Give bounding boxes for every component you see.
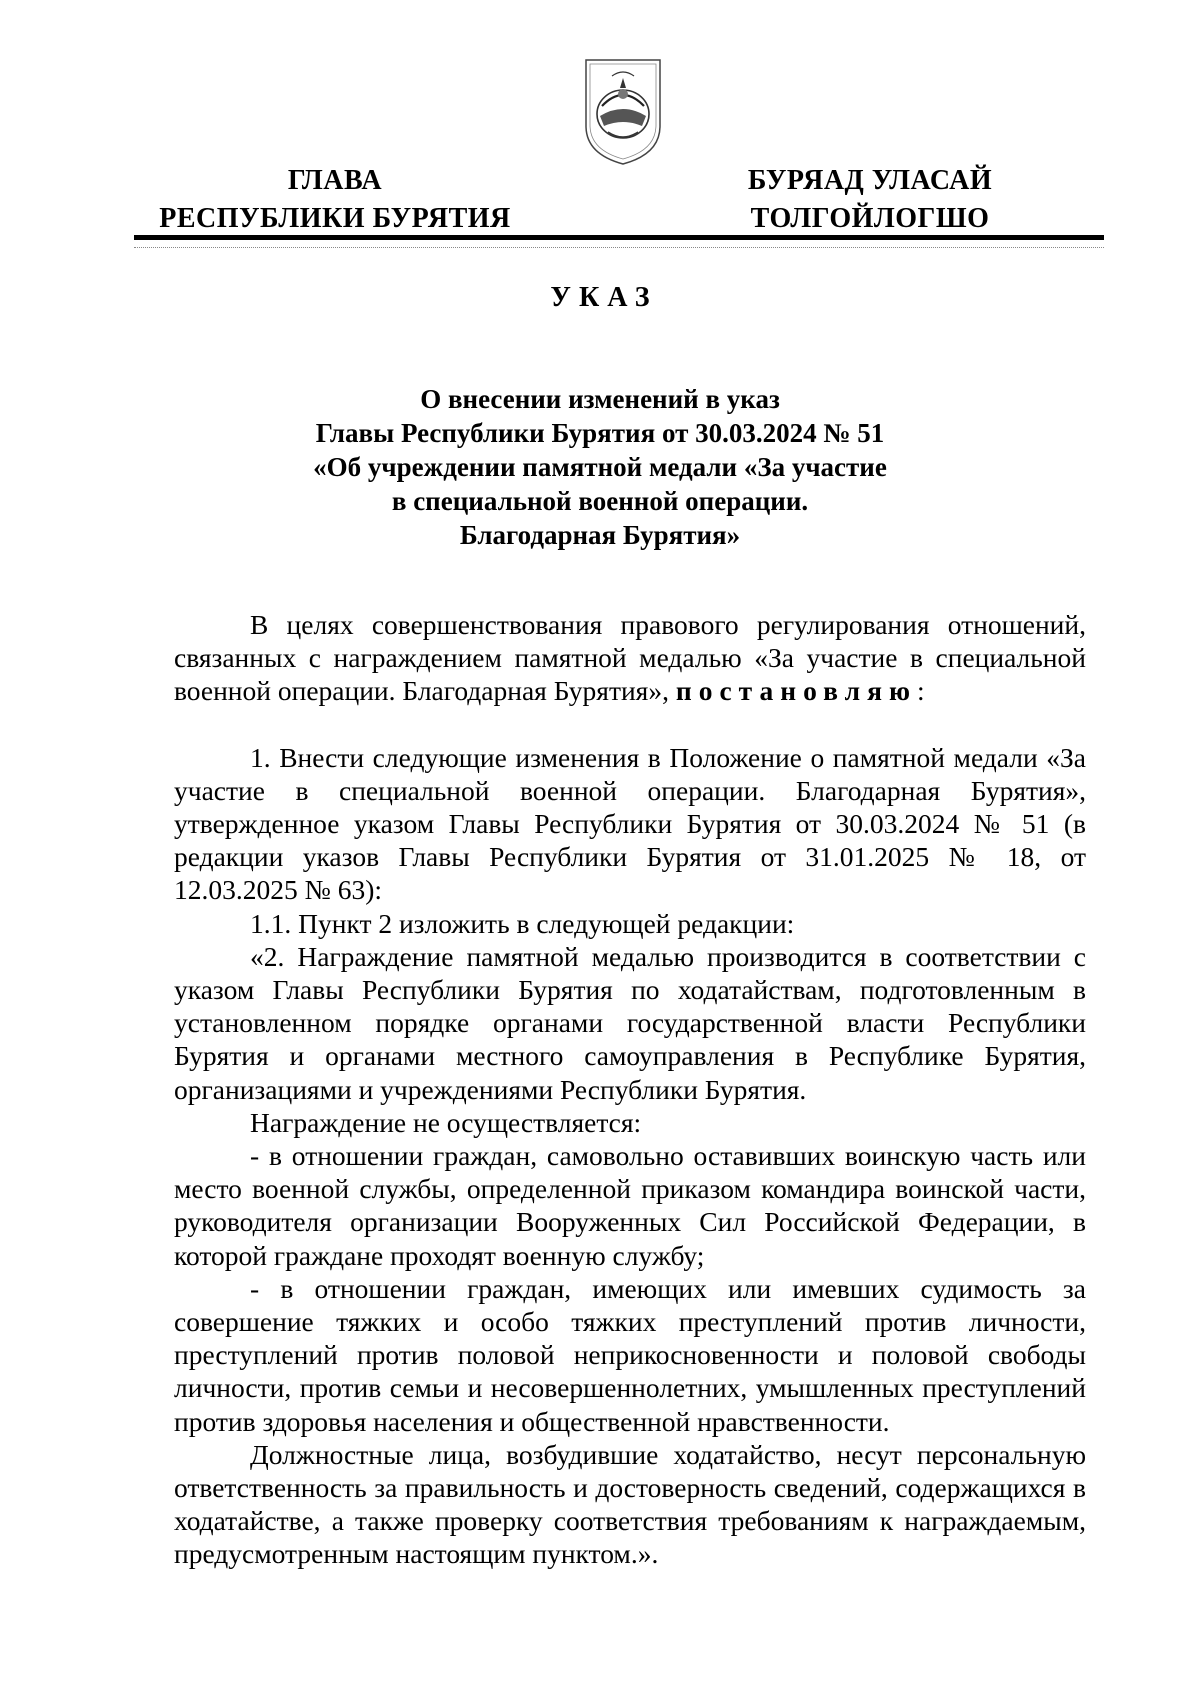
paragraph: 1.1. Пункт 2 изложить в следующей редакции: (250, 907, 795, 939)
paragraph: - в отношении граждан, имеющих или имевших судимость за совершение тяжких и особо тяжких преступлений против личности, преступлений против половой неприкосновенности и половой свободы личности, против семьи и несовершеннолетних, умышленных преступлений против здоровья населения и общественной нравственности. (174, 1272, 1086, 1437)
title-line: «Об учреждении памятной медали «За участие (313, 452, 887, 482)
issuer-title-buryat (720, 162, 1020, 238)
title-line: Главы Республики Бурятия от 30.03.2024 № 51 (315, 418, 885, 448)
preamble (174, 608, 1086, 708)
title-line: О внесении изменений в указ (420, 384, 780, 414)
paragraph: «2. Награждение памятной медалью производится в соответствии с указом Главы Республики Бурятия по ходатайствам, подготовленным в установленном порядке органами государственной власти Республики Бурятия и органами местного самоуправления в Республике Бурятия, организациями и учреждениями Республики Бурятия. (174, 940, 1086, 1105)
issuer-line-2: ТОЛГОЙЛОГШО (750, 203, 990, 234)
issuer-line-1: БУРЯАД УЛАСАЙ (747, 165, 993, 196)
paragraph: Награждение не осуществляется: (250, 1106, 642, 1138)
issuer-line-2: РЕСПУБЛИКИ БУРЯТИЯ (159, 203, 511, 234)
title-line: Благодарная Бурятия» (459, 520, 741, 550)
document-type: УКАЗ (550, 282, 658, 313)
resolution-keyword: постановляю (675, 675, 917, 707)
header-divider (134, 235, 1104, 240)
title-line: в специальной военной операции. (391, 486, 809, 516)
preamble-ending: : (916, 675, 925, 707)
document-title (200, 382, 1000, 552)
paragraph: - в отношении граждан, самовольно оставивших воинскую часть или место военной службы, определенной приказом командира воинской части, руководителя организации Вооруженных Сил Российской Федерации, в которой граждане проходят военную службу; (174, 1140, 1086, 1271)
coat-of-arms-icon (582, 56, 664, 168)
issuer-line-1: ГЛАВА (287, 165, 383, 196)
document-body (174, 608, 1086, 1571)
issuer-title-russian (150, 162, 520, 238)
header-divider-thin (134, 247, 1104, 249)
paragraph: Должностные лица, возбудившие ходатайство, несут персональную ответственность за правильность и достоверность сведений, содержащихся в ходатайстве, а также проверку соответствия требованиям к награждаемым, предусмотренным настоящим пунктом.». (174, 1438, 1086, 1570)
paragraph: 1. Внести следующие изменения в Положение о памятной медали «За участие в специальной военной операции. Благодарная Бурятия», утвержденное указом Главы Республики Бурятия от 30.03.2024 № 51 (в редакции указов Главы Республики Бурятия от 31.01.2025 № 18, от 12.03.2025 № 63): (174, 741, 1086, 906)
preamble-text: В целях совершенствования правового регулирования отношений, связанных с награждением памятной медалью «За участие в специальной военной операции. Благодарная Бурятия», (174, 609, 1086, 707)
